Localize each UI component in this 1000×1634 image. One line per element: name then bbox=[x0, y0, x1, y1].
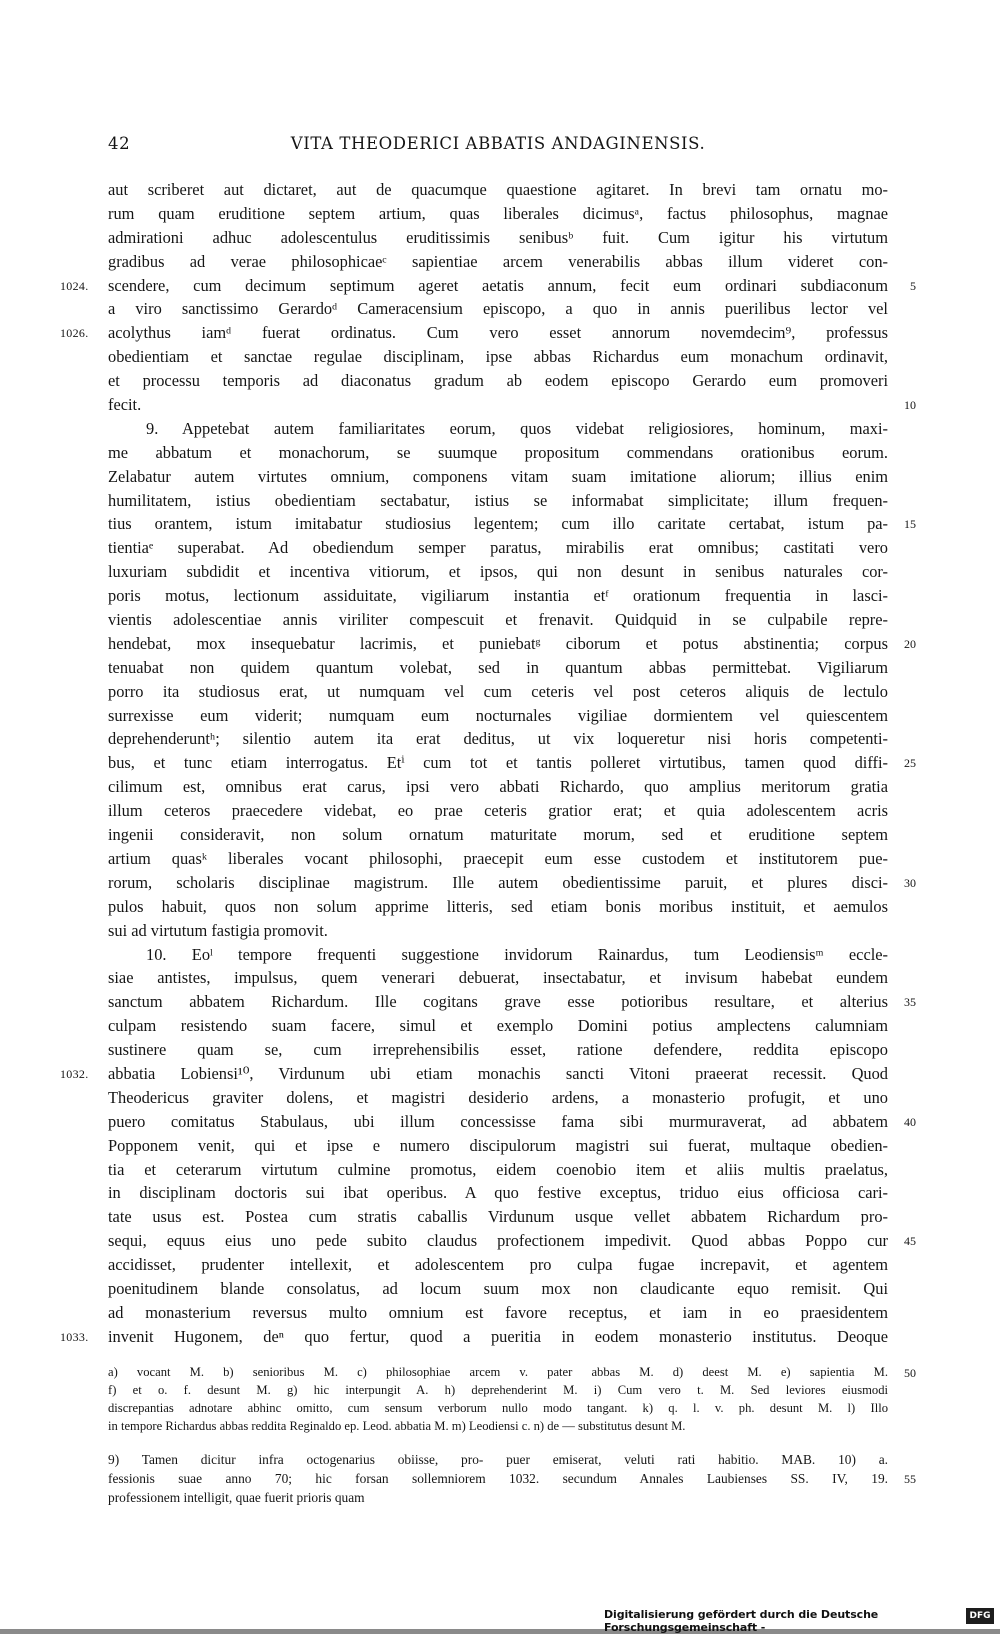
text-line-text: tientiaᵉ superabat. Ad obediendum semper paratus, mirabilis erat omnibus; castitati vero bbox=[108, 538, 888, 558]
text-line-text: poenitudinem blande consolatus, ad locum suum mox non claudicante equo remisit. Qui bbox=[108, 1278, 888, 1298]
text-line bbox=[108, 1229, 916, 1253]
text-line bbox=[108, 1205, 888, 1229]
text-line bbox=[108, 847, 888, 871]
text-line-text: cilimum est, omnibus erat carus, ipsi vero abbati Richardo, quo amplius meritorum gratia bbox=[108, 777, 888, 797]
text-line-text: in disciplinam doctoris sui ibat operibus. A quo festive exceptus, triduo eius officiosa cari- bbox=[108, 1183, 888, 1203]
text-line bbox=[108, 799, 888, 823]
apparatus-line bbox=[108, 1417, 888, 1435]
text-line-text: scendere, cum decimum septimum ageret aetatis annum, fecit eum ordinari subdiaconum bbox=[108, 275, 888, 295]
margin-line-number: 40 bbox=[904, 1114, 916, 1129]
text-line-text: 10. Eoˡ tempore frequenti suggestione invidorum Rainardus, tum Leodiensisᵐ eccle- bbox=[146, 944, 888, 964]
note-line bbox=[108, 1469, 916, 1488]
text-line-text: culpam resistendo suam facere, simul et exemplo Domini potius amplectens calumniam bbox=[108, 1016, 888, 1036]
text-line bbox=[108, 584, 888, 608]
critical-apparatus bbox=[108, 1363, 916, 1435]
apparatus-line bbox=[108, 1381, 888, 1399]
text-line-text: sequi, equus eius uno pede subito claudus profectionem impedivit. Quod abbas Poppo cur bbox=[108, 1231, 888, 1251]
margin-line-number: 20 bbox=[904, 636, 916, 651]
margin-line-number: 50 bbox=[904, 1366, 916, 1380]
text-line-text: Zelabatur autem virtutes omnium, componens vitam suam imitatione aliorum; illius enim bbox=[108, 466, 888, 486]
text-line bbox=[108, 1277, 888, 1301]
apparatus-line-text: f) et o. f. desunt M. g) hic interpungit A. h) deprehenderint M. i) Cum vero t. M. Sed leviores eiusmodi bbox=[108, 1383, 888, 1397]
text-line bbox=[108, 560, 888, 584]
text-line-text: abbatia Lobiensi¹⁰, Virdunum ubi etiam monachis sancti Vitoni praeerat recessit. Quod bbox=[108, 1063, 888, 1083]
dfg-logo: DFG bbox=[966, 1608, 994, 1624]
text-line bbox=[108, 990, 916, 1014]
text-line-text: ad monasterium reversus multo omnium est favore receptus, et iam in eo praesidentem bbox=[108, 1302, 888, 1322]
text-line-text: bus, et tunc etiam interrogatus. Etⁱ cum tot et tantis polleret virtutibus, tamen quod diffi- bbox=[108, 753, 888, 773]
margin-year: 1033. bbox=[60, 1329, 89, 1344]
text-line bbox=[108, 943, 888, 967]
text-line-text: invenit Hugonem, deⁿ quo fertur, quod a pueritia in eodem monasterio institutus. Deoque bbox=[108, 1326, 888, 1346]
text-line bbox=[108, 1158, 888, 1182]
note-line-text: 9) Tamen dicitur infra octogenarius obiisse, pro- puer emiserat, veluti rati habitio. MAB. 10) a. bbox=[108, 1452, 888, 1467]
text-line-text: siae antistes, impulsus, quem venerari debuerat, insectabatur, et invisum habebat eundem bbox=[108, 968, 888, 988]
text-line-text: gradibus ad verae philosophicaeᶜ sapientiae arcem venerabilis abbas illum videret con- bbox=[108, 251, 888, 271]
text-line-text: sanctum abbatem Richardum. Ille cogitans grave esse potioribus resultare, et alterius bbox=[108, 992, 888, 1012]
text-line-text: tius orantem, istum imitabatur studiosius legentem; cum illo caritate certabat, istum pa- bbox=[108, 514, 888, 534]
text-line-text: rum quam eruditione septem artium, quas liberales dicimusᵃ, factus philosophus, magnae bbox=[108, 203, 888, 223]
apparatus-line bbox=[108, 1399, 888, 1417]
text-line bbox=[108, 656, 888, 680]
margin-year: 1032. bbox=[60, 1066, 89, 1081]
text-line-text: fecit. bbox=[108, 395, 142, 415]
margin-line-number: 15 bbox=[904, 517, 916, 532]
text-line-text: pulos habuit, quos non solum apprime litteris, sed etiam bonis moribus instituit, et aemulos bbox=[108, 896, 888, 916]
text-line bbox=[108, 1181, 888, 1205]
text-line-text: puero comitatus Stabulaus, ubi illum concessisse fama sibi murmuraverat, ad abbatem bbox=[108, 1111, 888, 1131]
text-line-text: porro ita studiosus erat, ut numquam vel cum ceteris vel post ceteros aliquis de lectulo bbox=[108, 681, 888, 701]
text-line bbox=[60, 1062, 888, 1086]
text-line bbox=[108, 727, 888, 751]
text-line-text: surrexisse eum viderit; numquam eum nocturnales vigiliae dormientem vel quiescentem bbox=[108, 705, 888, 725]
text-line bbox=[108, 704, 888, 728]
text-line bbox=[108, 369, 888, 393]
text-line-text: hendebat, mox insequebatur lacrimis, et puniebatᵍ ciborum et potus abstinentia; corpus bbox=[108, 633, 888, 653]
text-line-text: a viro sanctissimo Gerardoᵈ Cameracensium episcopo, a quo in annis puerilibus lector vel bbox=[108, 299, 888, 319]
text-line bbox=[108, 632, 916, 656]
margin-year: 1024. bbox=[60, 278, 89, 293]
text-line bbox=[108, 1134, 888, 1158]
text-line-text: deprehenderuntʰ; silentio autem ita erat deditus, ut vix loqueretur nisi horis competenti- bbox=[108, 729, 888, 749]
text-line-text: tia et ceterarum virtutum culmine promotus, eidem coenobio item et aliis multis praelatus, bbox=[108, 1159, 888, 1179]
text-line bbox=[108, 1038, 888, 1062]
text-line bbox=[108, 297, 888, 321]
note-line bbox=[108, 1488, 888, 1507]
margin-line-number: 55 bbox=[904, 1472, 916, 1486]
running-title: VITA THEODERICI ABBATIS ANDAGINENSIS. bbox=[290, 134, 706, 153]
text-line bbox=[108, 1110, 916, 1134]
text-line-text: 9. Appetebat autem familiaritates eorum, quos videbat religiosiores, hominum, maxi- bbox=[146, 418, 888, 438]
apparatus-line-text: a) vocant M. b) senioribus M. c) philosophiae arcem v. pater abbas M. d) deest M. e) sapientia M. bbox=[108, 1365, 888, 1379]
dfg-credit: Digitalisierung gefördert durch die Deutsche Forschungsgemeinschaft - bbox=[604, 1608, 879, 1634]
text-line bbox=[108, 823, 888, 847]
margin-line-number: 5 bbox=[910, 278, 916, 293]
note-line bbox=[108, 1450, 888, 1469]
text-line bbox=[108, 512, 916, 536]
text-line bbox=[108, 489, 888, 513]
text-line-text: sustinere quam se, cum irreprehensibilis esset, ratione defendere, reddita episcopo bbox=[108, 1040, 888, 1060]
text-line-text: et processu temporis ad diaconatus gradum ab eodem episcopo Gerardo eum promoveri bbox=[108, 371, 888, 391]
margin-line-number: 35 bbox=[904, 995, 916, 1010]
text-line bbox=[108, 1086, 888, 1110]
text-line-text: illum ceteros praecedere videbat, eo prae ceteris gratior erat; et quia adolescentem acris bbox=[108, 801, 888, 821]
text-line-text: poris motus, lectionum assiduitate, vigiliarum instantia etᶠ orationum frequentia in lasci- bbox=[108, 586, 888, 606]
text-line bbox=[60, 274, 916, 298]
text-line-text: acolythus iamᵈ fuerat ordinatus. Cum vero esset annorum novemdecim⁹, professus bbox=[108, 323, 888, 343]
margin-year: 1026. bbox=[60, 326, 89, 341]
text-line bbox=[108, 441, 888, 465]
text-line-text: me abbatum et monachorum, se suumque propositum commendans orationibus eorum. bbox=[108, 442, 888, 462]
text-line-text: humilitatem, istius obedientiam sectabatur, istius se informabat simplicitate; illum frequen- bbox=[108, 490, 888, 510]
apparatus-line-text: discrepantias adnotare abhinc omitto, cum sensum verborum nullo modo tangant. k) q. l. v. ph. desunt M. l) Illo bbox=[108, 1401, 888, 1415]
text-line bbox=[108, 1014, 888, 1038]
text-line bbox=[108, 465, 888, 489]
text-line-text: accidisset, prudenter intellexit, et adolescentem pro culpa fugae increpavit, et agentem bbox=[108, 1255, 888, 1275]
text-line bbox=[108, 202, 888, 226]
text-line bbox=[60, 1325, 888, 1349]
page-number: 42 bbox=[108, 134, 131, 153]
text-line bbox=[108, 393, 916, 417]
historical-notes bbox=[108, 1450, 916, 1507]
text-line bbox=[108, 1253, 888, 1277]
text-line-text: tenuabat non quidem quantum volebat, sed in quantum abbas permittebat. Vigiliarum bbox=[108, 657, 888, 677]
text-line-text: ingenii consideravit, non solum ornatum maturitate morum, sed et eruditione septem bbox=[108, 825, 888, 845]
text-line-text: Theodericus graviter dolens, et magistri desiderio ardens, a monasterio profugit, et uno bbox=[108, 1087, 888, 1107]
text-line bbox=[108, 966, 888, 990]
apparatus-line-text: in tempore Richardus abbas reddita Reginaldo ep. Leod. abbatia M. m) Leodiensi c. n) de — substitutus desunt M. bbox=[108, 1419, 686, 1433]
text-line-text: tate usus est. Postea cum stratis caballis Virdunum usque vellet abbatem Richardum pro- bbox=[108, 1207, 888, 1227]
text-line-text: obedientiam et sanctae regulae disciplinam, ipse abbas Richardus eum monachum ordinavit, bbox=[108, 347, 888, 367]
text-line bbox=[108, 536, 888, 560]
text-line-text: luxuriam subdidit et incentiva vitiorum, et ipsos, qui non desunt in senibus naturales cor- bbox=[108, 562, 888, 582]
text-line-text: admirationi adhuc adolescentulus eruditissimis senibusᵇ fuit. Cum igitur his virtutum bbox=[108, 227, 888, 247]
text-line bbox=[60, 321, 888, 345]
text-line-text: rorum, scholaris disciplinae magistrum. Ille autem obedientissime paruit, et plures disci- bbox=[108, 872, 888, 892]
text-line bbox=[108, 608, 888, 632]
text-line bbox=[108, 751, 916, 775]
text-line-text: vientis adolescentiae annis viriliter compescuit et frenavit. Quidquid in se culpabile repre- bbox=[108, 610, 888, 630]
text-line bbox=[108, 871, 916, 895]
note-line-text: fessionis suae anno 70; hic forsan sollemniorem 1032. secundum Annales Laubienses SS. IV, 19. bbox=[108, 1471, 888, 1486]
page-header bbox=[108, 134, 888, 158]
text-line bbox=[108, 178, 888, 202]
margin-line-number: 45 bbox=[904, 1234, 916, 1249]
text-line bbox=[108, 250, 888, 274]
margin-line-number: 30 bbox=[904, 875, 916, 890]
text-line bbox=[108, 226, 888, 250]
text-line bbox=[108, 1301, 888, 1325]
text-line bbox=[108, 895, 888, 919]
text-line bbox=[108, 919, 888, 943]
note-line-text: professionem intelligit, quae fuerit prioris quam bbox=[108, 1490, 365, 1505]
margin-line-number: 25 bbox=[904, 756, 916, 771]
text-line-text: sui ad virtutum fastigia promovit. bbox=[108, 920, 328, 940]
text-line bbox=[108, 775, 888, 799]
text-line-text: Popponem venit, qui et ipse e numero discipulorum magistri sui fuerat, multaque obedien- bbox=[108, 1135, 888, 1155]
text-line bbox=[108, 680, 888, 704]
margin-line-number: 10 bbox=[904, 398, 916, 413]
text-line-text: aut scriberet aut dictaret, aut de quacumque quaestione agitaret. In brevi tam ornatu mo- bbox=[108, 180, 888, 199]
text-line bbox=[108, 417, 888, 441]
main-text bbox=[60, 178, 916, 1349]
apparatus-line bbox=[108, 1363, 916, 1381]
text-line bbox=[108, 345, 888, 369]
text-line-text: artium quasᵏ liberales vocant philosophi, praecepit eum esse custodem et institutorem pue- bbox=[108, 848, 888, 868]
